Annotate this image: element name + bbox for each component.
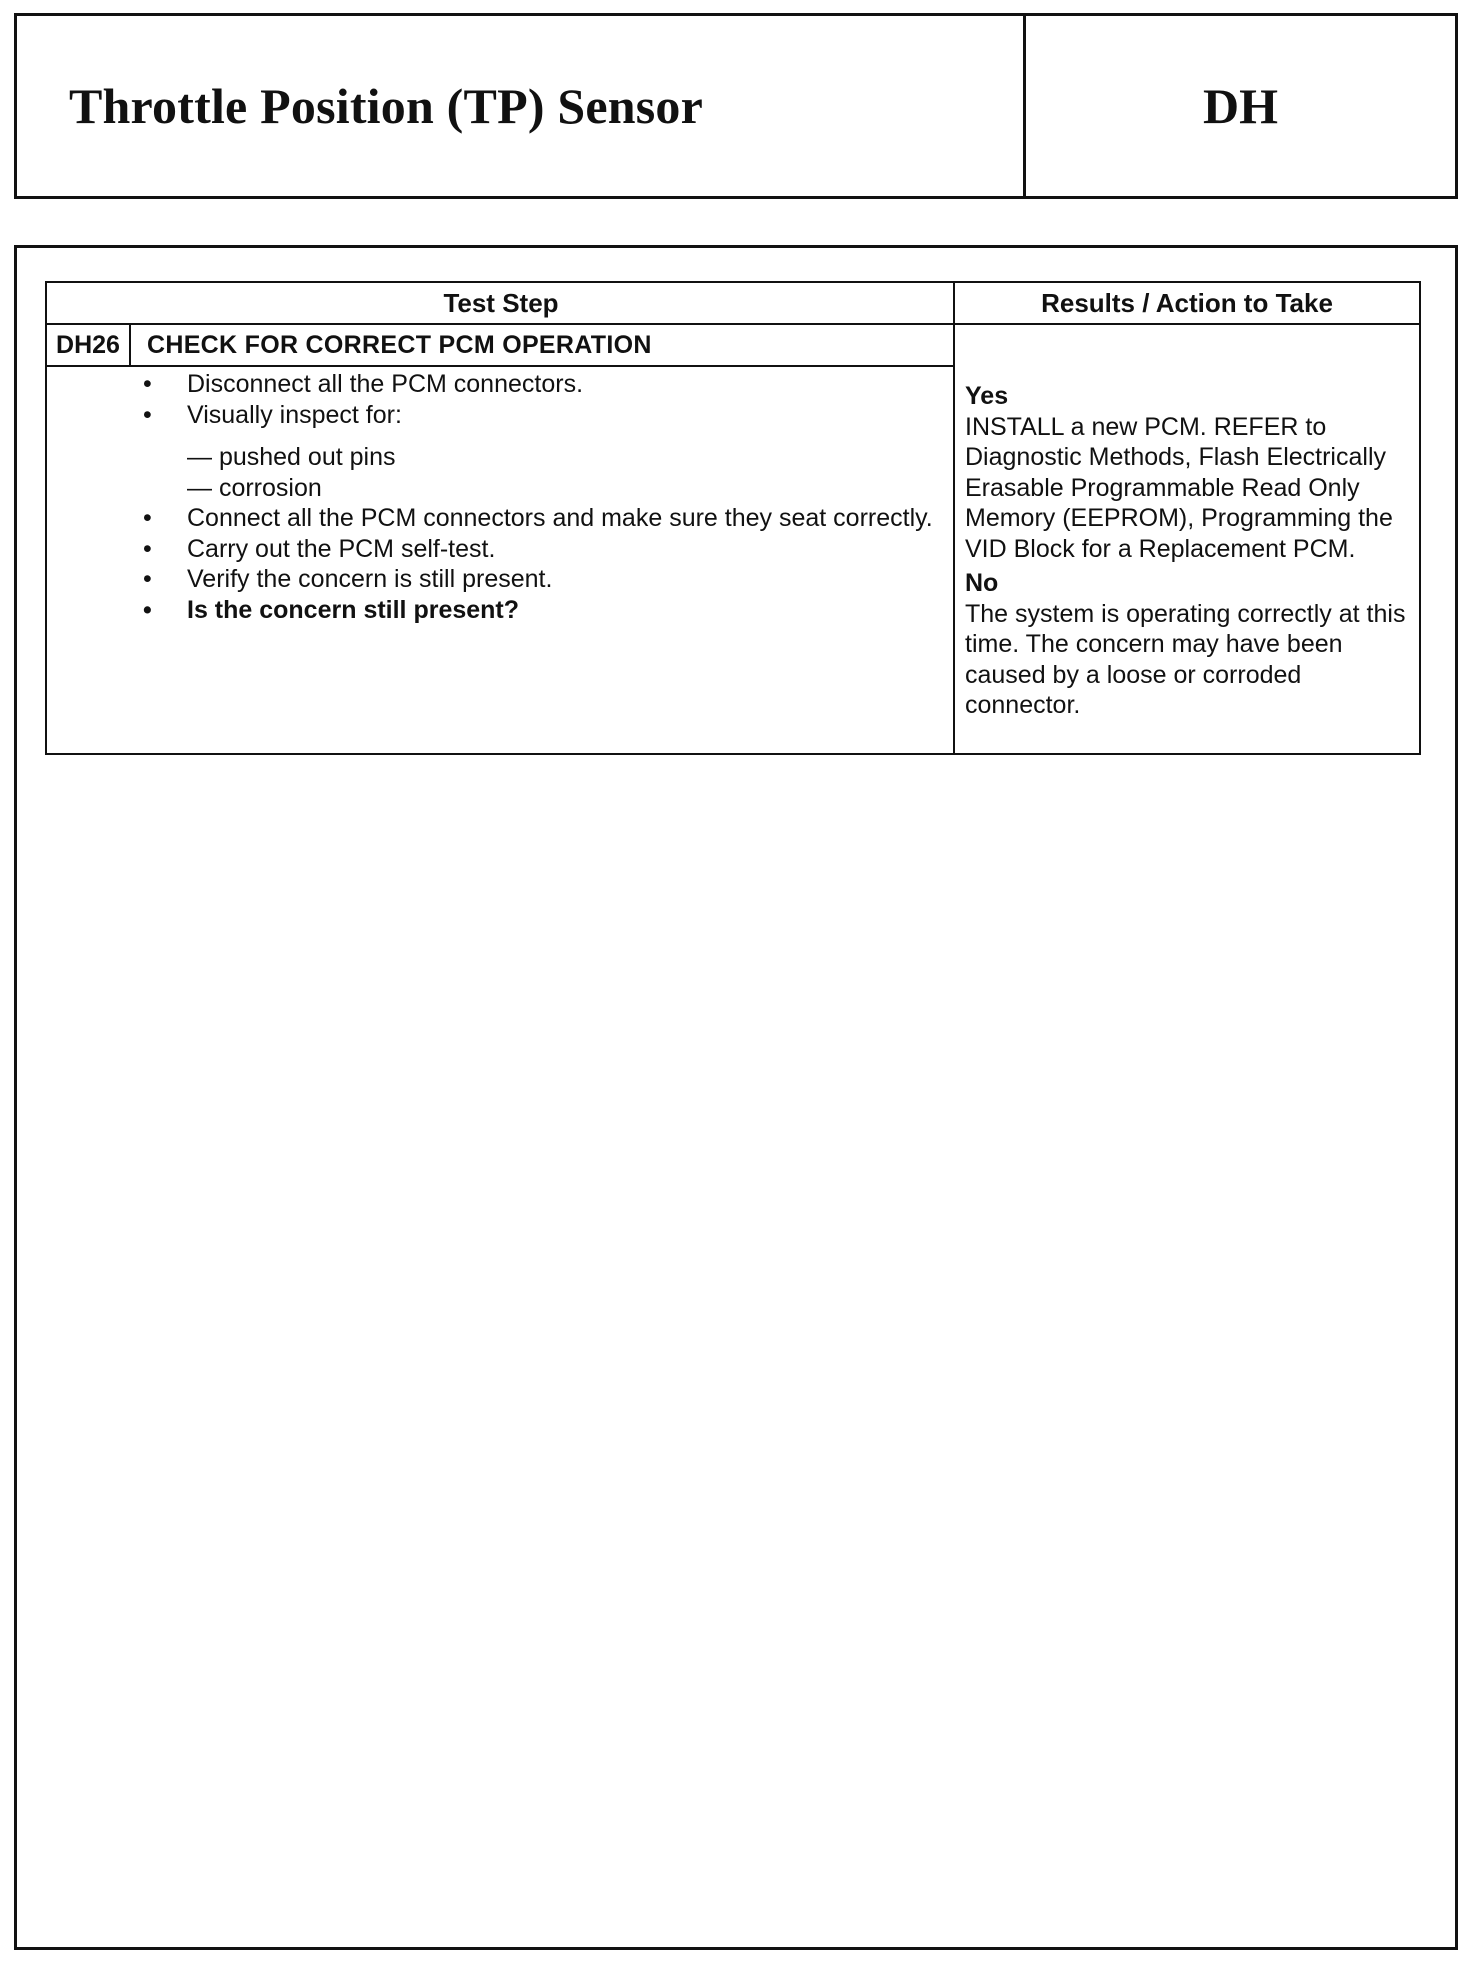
no-action-text: The system is operating correctly at this time. The concern may have been caused by a loose or corroded connector. xyxy=(965,599,1406,719)
sub-list-item: — pushed out pins xyxy=(187,443,396,471)
sub-list xyxy=(47,442,953,503)
header-code-cell xyxy=(1026,16,1455,196)
no-label: No xyxy=(965,569,999,597)
column-header-test-step: Test Step xyxy=(443,287,559,318)
step-id: DH26 xyxy=(47,325,131,365)
list-item xyxy=(47,534,953,565)
bullet-icon: • xyxy=(143,565,152,593)
step-question: Is the concern still present? xyxy=(187,595,520,624)
table-header-row xyxy=(47,283,1419,325)
step-text: Connect all the PCM connectors and make sure they seat correctly. xyxy=(187,504,933,532)
step-text: Carry out the PCM self-test. xyxy=(187,534,496,563)
step-title: CHECK FOR CORRECT PCM OPERATION xyxy=(147,330,652,359)
page-header xyxy=(14,13,1458,199)
header-title-cell xyxy=(17,16,1026,196)
list-item xyxy=(47,503,953,534)
yes-label: Yes xyxy=(965,382,1009,410)
bullet-icon: • xyxy=(143,400,152,429)
list-item xyxy=(47,564,953,595)
bullet-icon: • xyxy=(143,370,152,398)
step-id-row xyxy=(47,325,955,367)
bullet-icon: • xyxy=(143,504,152,532)
list-item xyxy=(47,369,953,400)
section-code: DH xyxy=(1203,78,1278,134)
step-text: Visually inspect for: xyxy=(187,400,402,429)
test-step-list xyxy=(47,369,953,625)
page-title: Throttle Position (TP) Sensor xyxy=(69,78,704,134)
bullet-icon: • xyxy=(143,595,152,624)
step-text: Disconnect all the PCM connectors. xyxy=(187,370,584,398)
list-item xyxy=(47,595,953,626)
column-header-results: Results / Action to Take xyxy=(1041,287,1333,318)
sub-list-item: — corrosion xyxy=(187,473,322,502)
results-column xyxy=(965,369,1415,721)
test-step-table xyxy=(45,281,1421,755)
step-text: Verify the concern is still present. xyxy=(187,565,553,593)
bullet-icon: • xyxy=(143,534,152,563)
yes-action-text: INSTALL a new PCM. REFER to Diagnostic Methods, Flash Electrically Erasable Programmable Read Only Memory (EEPROM), Programming the VID Block for a Replacement PCM. xyxy=(965,412,1393,563)
list-item xyxy=(47,400,953,431)
